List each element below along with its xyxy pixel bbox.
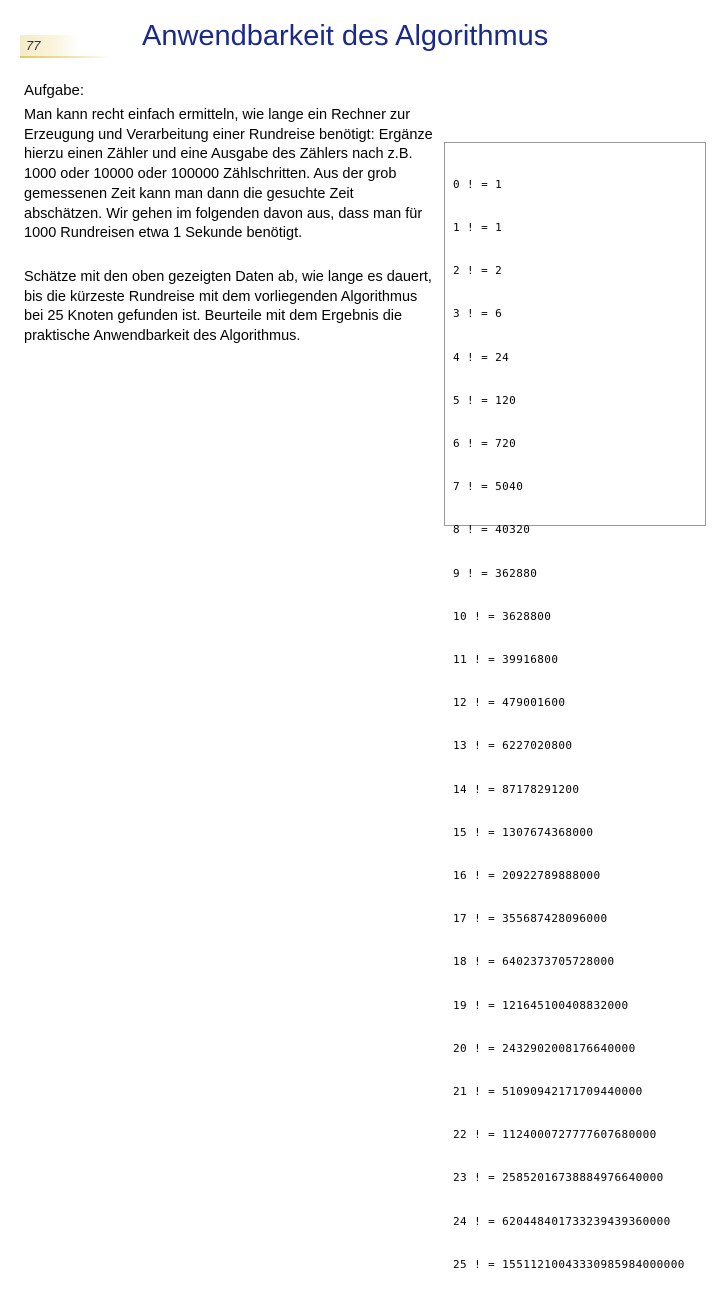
factorial-row: 6 ! = 720 — [453, 437, 517, 451]
task-description: Man kann recht einfach ermitteln, wie lange ein Rechner zur Erzeugung und Verarbeitung einer Rundreise benötigt: Ergänze hierzu einen Zähler und eine Ausgabe des Zählers nach z.B. 1000 oder 10000 oder 100000 Zählschritten. Aus der grob gemessenen Zeit kann man dann die gesuchte Zeit abschätzen. Wir gehen im folgenden davon aus, dass man für 1000 Rundreisen etwa 1 Sekunde benötigt. — [24, 107, 433, 242]
factorial-row: 2 ! = 2 — [453, 264, 503, 278]
factorial-row: 20 ! = 2432902008176640000 — [453, 1041, 636, 1055]
factorial-row: 25 ! = 15511210043330985984000000 — [453, 1257, 685, 1271]
page-number-box — [20, 35, 78, 57]
task-question: Schätze mit den oben gezeigten Daten ab, wie lange es dauert, bis die kürzeste Rundreise mit dem vorliegenden Algorithmus bei 25 Knoten gefunden ist. Beurteile mit dem Ergebnis die praktische Anwendbarkeit des Algorithmus. — [24, 269, 432, 345]
factorial-row: 8 ! = 40320 — [453, 523, 531, 537]
page-number: 77 — [26, 38, 41, 53]
factorial-row: 19 ! = 121645100408832000 — [453, 998, 629, 1012]
factorial-list — [453, 149, 685, 1301]
factorial-row: 9 ! = 362880 — [453, 566, 538, 580]
factorial-row: 12 ! = 479001600 — [453, 696, 566, 710]
factorial-table — [444, 142, 706, 1271]
title-underline — [20, 56, 112, 58]
factorial-row: 1 ! = 1 — [453, 221, 503, 235]
factorial-row: 16 ! = 20922789888000 — [453, 869, 601, 883]
page-title: Anwendbarkeit des Algorithmus — [142, 20, 549, 52]
factorial-row: 11 ! = 39916800 — [453, 653, 559, 667]
factorial-row: 21 ! = 51090942171709440000 — [453, 1085, 643, 1099]
factorial-row: 0 ! = 1 — [453, 177, 503, 191]
factorial-row: 5 ! = 120 — [453, 393, 517, 407]
factorial-row: 15 ! = 1307674368000 — [453, 825, 594, 839]
factorial-row: 24 ! = 620448401733239439360000 — [453, 1214, 671, 1228]
factorial-row: 7 ! = 5040 — [453, 480, 524, 494]
factorial-row: 10 ! = 3628800 — [453, 609, 552, 623]
factorial-row: 23 ! = 25852016738884976640000 — [453, 1171, 664, 1185]
factorial-row: 17 ! = 355687428096000 — [453, 912, 608, 926]
factorial-row: 13 ! = 6227020800 — [453, 739, 573, 753]
factorial-row: 22 ! = 1124000727777607680000 — [453, 1128, 657, 1142]
task-label: Aufgabe: — [24, 82, 85, 99]
factorial-row: 18 ! = 6402373705728000 — [453, 955, 615, 969]
factorial-row: 14 ! = 87178291200 — [453, 782, 580, 796]
factorial-row: 4 ! = 24 — [453, 350, 510, 364]
factorial-row: 3 ! = 6 — [453, 307, 503, 321]
